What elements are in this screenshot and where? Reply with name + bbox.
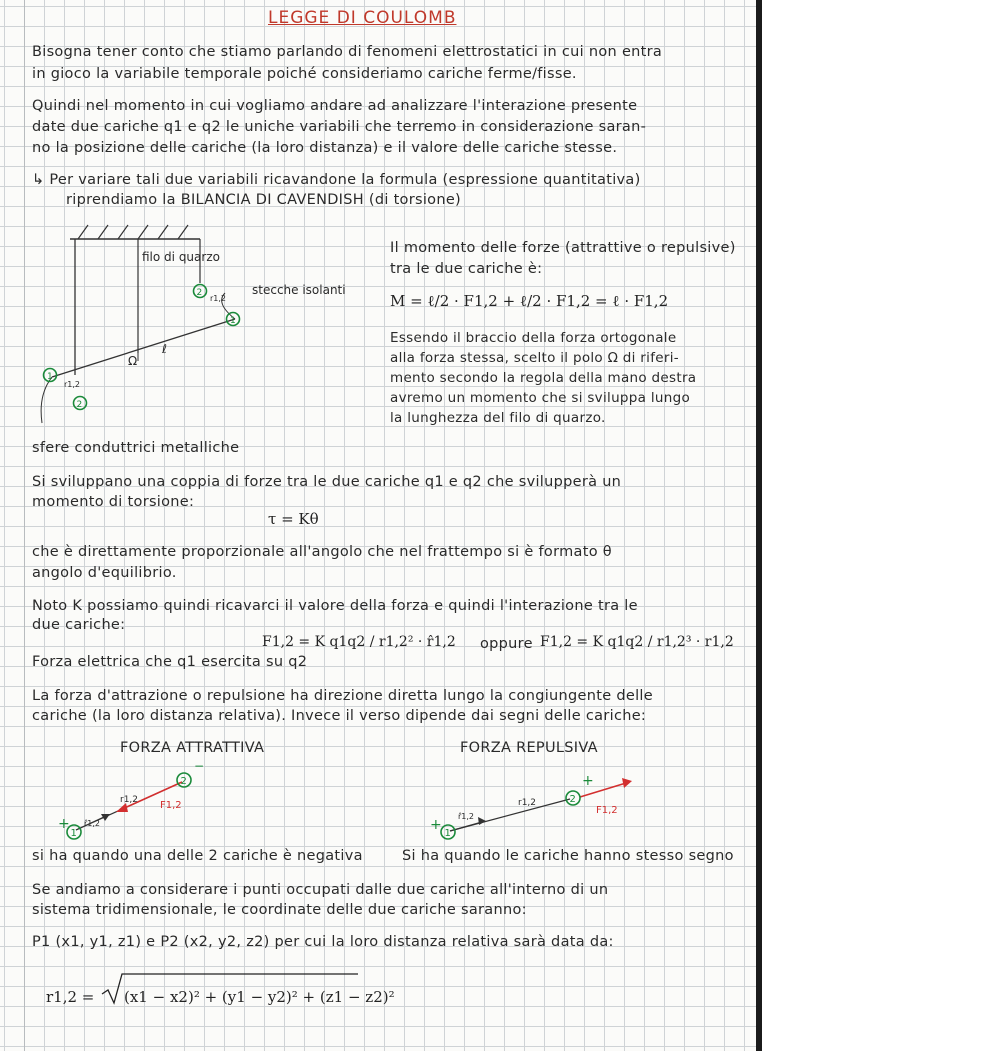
arm-line-5: la lunghezza del filo di quarzo.: [390, 410, 606, 426]
omega-label: Ω: [128, 354, 138, 368]
attractive-sign-2: −: [194, 760, 205, 773]
distance-formula-lhs: r1,2 =: [46, 988, 95, 1006]
coords-line-2: sistema tridimensionale, le coordinate delle due cariche saranno:: [32, 902, 527, 918]
para3-line-2: riprendiamo la BILANCIA DI CAVENDISH (di torsione): [66, 192, 462, 208]
sphere-1-right-label: 1: [230, 316, 236, 326]
intro-line-2: in gioco la variabile temporale poiché consideriamo cariche ferme/fisse.: [32, 66, 577, 82]
page-edge: [756, 0, 762, 1051]
repulsive-f-label: F1,2: [596, 805, 618, 816]
sphere-2-top-label: 2: [196, 288, 203, 298]
repulsive-rhat-label: r̂1,2: [458, 812, 475, 821]
attractive-charge-2-label: 2: [180, 776, 187, 787]
arm-line-4: avremo un momento che si sviluppa lungo: [390, 390, 691, 406]
proportional-line-1: che è direttamente proporzionale all'angolo che nel frattempo si è formato θ: [32, 544, 612, 560]
repulsive-r-label: r1,2: [518, 798, 537, 808]
repulsive-force-arrowhead: [622, 778, 632, 788]
quartz-label: filo di quarzo: [142, 250, 220, 264]
points-line: P1 (x1, y1, z1) e P2 (x2, y2, z2) per cui la loro distanza relativa sarà data da:: [32, 934, 614, 950]
repulsive-force-diagram: [420, 765, 650, 845]
left-curve: [41, 377, 52, 423]
repulsive-charge-1-label: 1: [444, 828, 451, 839]
repulsive-rhat-arrowhead: [478, 817, 486, 825]
coords-line-1: Se andiamo a considerare i punti occupati dalle due cariche all'interno di un: [32, 882, 609, 898]
page-title: LEGGE DI COULOMB: [268, 8, 457, 28]
force-formula-2: F1,2 = K q1q2 / r1,2³ · r1,2: [540, 634, 734, 650]
repulsive-sign-1: +: [430, 817, 442, 833]
attractive-r-label: r1,2: [120, 795, 139, 805]
para2-line-2: date due cariche q1 e q2 le uniche variabili che terremo in considerazione saran-: [32, 119, 647, 135]
sphere-2-left-label: 2: [76, 400, 83, 410]
cavendish-balance-diagram: [30, 215, 380, 460]
para2-line-3: no la posizione delle cariche (la loro distanza) e il valore delle cariche stesse.: [32, 140, 618, 156]
torsion-formula: τ = Kθ: [268, 510, 319, 528]
arm-line-3: mento secondo la regola della mano destra: [390, 370, 697, 386]
attractive-rhat-label: r̂1,2: [84, 819, 101, 828]
known-k-line-2: due cariche:: [32, 617, 126, 633]
arm-line-1: Essendo il braccio della forza ortogonale: [390, 330, 677, 346]
torsion-line-2: momento di torsione:: [32, 494, 195, 510]
repulsive-caption: Si ha quando le cariche hanno stesso segno: [402, 848, 734, 864]
direction-line-1: La forza d'attrazione o repulsione ha direzione diretta lungo la congiungente delle: [32, 688, 653, 704]
attractive-force-diagram: [50, 760, 250, 845]
spheres-caption: sfere conduttrici metalliche: [32, 440, 240, 456]
repulsive-heading: FORZA REPULSIVA: [460, 740, 598, 756]
distance-formula-rhs: (x1 − x2)² + (y1 − y2)² + (z1 − z2)²: [124, 988, 395, 1006]
sphere-1-left-label: 1: [47, 372, 53, 382]
force-caption: Forza elettrica che q1 esercita su q2: [32, 654, 308, 670]
rods-label: stecche isolanti: [252, 283, 346, 297]
margin-line: [24, 0, 25, 1051]
arm-line-2: alla forza stessa, scelto il polo Ω di riferi-: [390, 350, 679, 366]
moment-formula: M = ℓ/2 · F1,2 + ℓ/2 · F1,2 = ℓ · F1,2: [390, 292, 669, 310]
known-k-line-1: Noto K possiamo quindi ricavarci il valore della forza e quindi l'interazione tra le: [32, 598, 638, 614]
attractive-f-label: F1,2: [160, 800, 182, 811]
ceiling-hatching: [78, 225, 188, 239]
insulating-rod: [52, 319, 235, 377]
r12-top-label: r1,2: [210, 294, 227, 303]
torsion-line-1: Si sviluppano una coppia di forze tra le due cariche q1 e q2 che svilupperà un: [32, 474, 622, 490]
intro-line-1: Bisogna tener conto che stiamo parlando di fenomeni elettrostatici in cui non entra: [32, 44, 663, 60]
l-label: ℓ: [162, 342, 167, 356]
attractive-caption: si ha quando una delle 2 cariche è negativa: [32, 848, 363, 864]
para2-line-1: Quindi nel momento in cui vogliamo andare ad analizzare l'interazione presente: [32, 98, 638, 114]
attractive-heading: FORZA ATTRATTIVA: [120, 740, 265, 756]
proportional-line-2: angolo d'equilibrio.: [32, 565, 177, 581]
direction-line-2: cariche (la loro distanza relativa). Invece il verso dipende dai segni delle cariche:: [32, 708, 647, 724]
attractive-sign-1: +: [58, 816, 70, 832]
r12-left-label: r1,2: [64, 380, 81, 389]
repulsive-sign-2: +: [582, 773, 594, 789]
para3-line-1: ↳ Per variare tali due variabili ricavandone la formula (espressione quantitativa): [32, 172, 641, 188]
attractive-charge-1-label: 1: [70, 828, 77, 839]
force-formula-1: F1,2 = K q1q2 / r1,2² · r̂1,2: [262, 634, 456, 650]
force-formula-or: oppure: [480, 636, 533, 652]
repulsive-charge-2-label: 2: [569, 794, 576, 805]
moment-line-2: tra le due cariche è:: [390, 261, 543, 277]
moment-line-1: Il momento delle forze (attrattive o repulsive): [390, 240, 736, 256]
